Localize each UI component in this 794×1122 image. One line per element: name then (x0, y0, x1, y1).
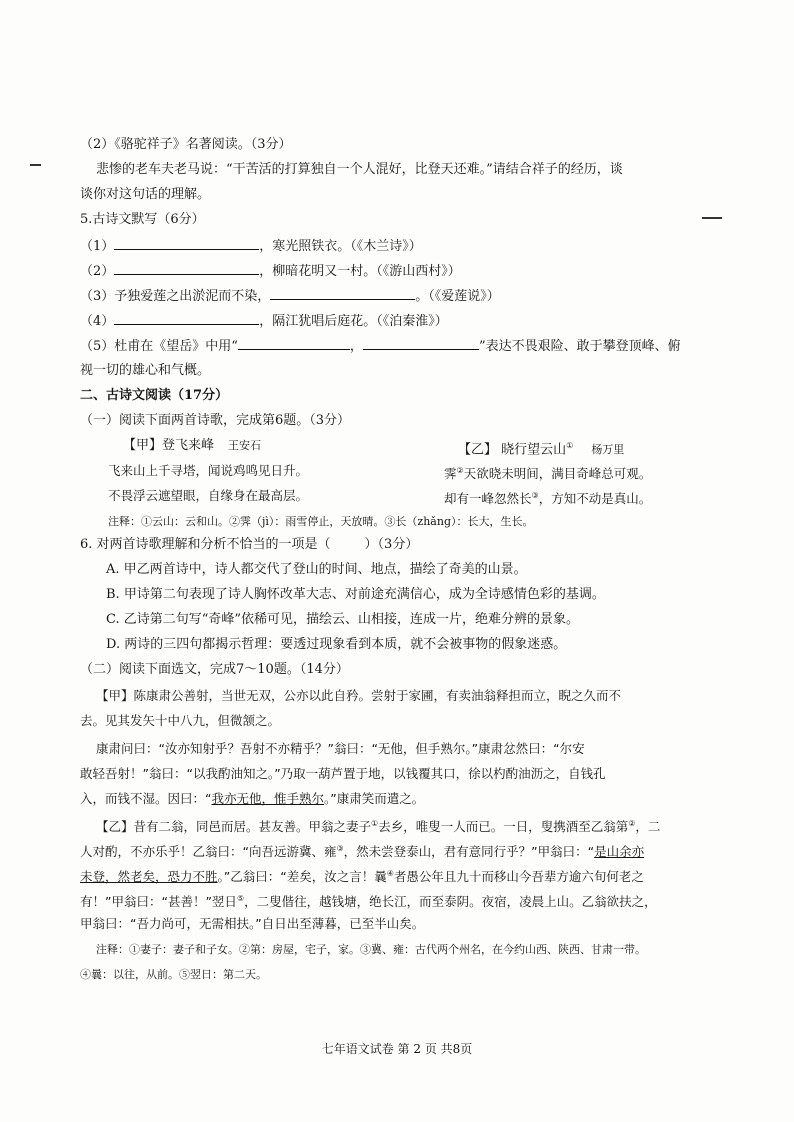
q6-option-b: B. 甲诗第二句表现了诗人胸怀改革大志、对前途充满信心，成为全诗感情色彩的基调。 (106, 587, 605, 602)
answer-blank[interactable] (270, 287, 415, 300)
poem-a-title: 【甲】登飞来峰 (123, 438, 215, 453)
poem-b-line2-rest: ，方知不动是真山。 (538, 491, 652, 507)
q5-item-4 (80, 312, 448, 331)
answer-blank[interactable] (363, 337, 479, 350)
poem-b-line2 (444, 487, 651, 508)
passage-yi-line1-c: ，二 (635, 819, 661, 835)
q5-item-1-text: ，寒光照铁衣。（《木兰诗》） (259, 239, 422, 254)
scan-mark (702, 217, 722, 219)
underlined-sentence: 我亦无他，惟手熟尔 (211, 791, 324, 806)
q6-stem-a: 6. 对两首诗歌理解和分析不恰当的一项是（ (80, 537, 331, 552)
answer-blank[interactable] (114, 312, 259, 325)
passage-yi-line2 (80, 840, 644, 861)
poem-a-title-line (123, 437, 261, 455)
poem-notes: 注释：①云山：云和山。②霁（jì）：雨雪停止，天放晴。③长（zhǎng）：长大，生长。 (108, 515, 534, 528)
q6-option-a: A. 甲乙两首诗中，诗人都交代了登山的时间、地点，描绘了奇美的山景。 (106, 562, 527, 577)
q5-item-5 (80, 337, 681, 356)
poem-b-title: 【乙】 晓行望云山 (458, 442, 567, 458)
poem-a-author: 王安石 (228, 439, 262, 452)
passage-yi-line3-b: 者愚公年且九十而移山今吾辈方逾六旬何老之 (393, 869, 644, 885)
poem-b-title-line (458, 437, 624, 459)
passage-jia-line5 (80, 790, 424, 808)
passage-yi-line3-a: 。”乙翁曰：“差矣，汝之言！曩 (217, 869, 387, 885)
q6-stem (80, 536, 418, 554)
answer-blank[interactable] (114, 262, 259, 275)
q4-2-heading: （2）《骆驼祥子》名著阅读。（3分） (80, 137, 292, 152)
note-marker: ① (566, 441, 574, 450)
passage-yi-line1-b: 去乡，唯叟一人而已。一日，叟携酒至乙翁第 (378, 819, 629, 835)
passage-yi-line1-a: 【乙】昔有二翁，同邑而居。甚友善。甲翁之妻子 (96, 819, 372, 835)
passage-notes-line1: 注释：①妻子：妻子和子女。②第：房屋，宅子，家。③冀、雍：古代两个州名，在今约山西、陕西、甘肃一带。 (96, 943, 646, 956)
poem-b-line1-char: 霁 (444, 466, 457, 482)
passage-yi-line2-a: 人对酌，不亦乐乎！乙翁曰：“向吾远游冀、雍 (80, 844, 337, 860)
part2-heading: （二）阅读下面选文，完成7～10题。（14分） (80, 662, 349, 677)
q5-item-5-c: ”表达不畏艰险、敢于攀登顶峰、俯 (478, 339, 681, 354)
q5-item-3-text-b: 。（《爱莲说》） (415, 289, 500, 304)
q4-2-line1: 悲惨的老车夫老马说：“干苦活的打算独自一个人混好，比登天还难。”请结合祥子的经历，谈 (96, 162, 623, 177)
passage-jia-line5-end: 。”康肃笑而遣之。 (324, 791, 425, 806)
q5-item-3-text-a: （3）予独爱莲之出淤泥而不染， (80, 289, 271, 304)
q6-option-c: C. 乙诗第二句写“奇峰”依稀可见，描绘云、山相接，连成一片，绝难分辨的景象。 (106, 612, 580, 627)
passage-yi-line1 (96, 815, 660, 836)
q5-item-5-a: （5）杜甫在《望岳》中用“ (80, 339, 238, 354)
passage-jia-line3: 康肃问曰：“汝亦知射乎？吾射不亦精乎？”翁曰：“无他，但手熟尔。”康肃忿然曰：“尔安 (96, 741, 585, 756)
poem-a-line2: 不畏浮云遮望眼，自缘身在最高层。 (108, 488, 309, 503)
passage-yi-line3 (80, 865, 644, 886)
page-footer: 七年语文试卷 第 2 页 共8页 (321, 1042, 473, 1056)
underlined-sentence: 未登，然老矣，恐力不胜 (80, 869, 218, 885)
passage-yi-line2-b: ，然未尝登泰山，君有意同行乎？”甲翁曰：“ (343, 844, 595, 860)
passage-yi-line4 (80, 890, 657, 911)
passage-jia-line2: 去。见其发矢十中八九，但微颔之。 (80, 713, 281, 728)
answer-blank[interactable] (114, 237, 259, 250)
passage-yi-line5: 甲翁曰：“吾力尚可，无需相扶。”自日出至薄暮，已至半山矣。 (80, 916, 425, 931)
poem-b-line1 (444, 462, 651, 483)
section2-heading: 二、古诗文阅读（17分） (80, 388, 229, 403)
note-marker: ⑤ (236, 894, 245, 903)
q5-item-2-num: （2） (80, 264, 115, 279)
answer-blank[interactable] (331, 536, 365, 548)
passage-jia-line4: 敢轻吾射！”翁曰：“以我酌油知之。”乃取一葫芦置于地，以钱覆其口，徐以杓酌油沥之，自钱孔 (80, 766, 606, 781)
q5-item-4-text: ，隔江犹唱后庭花。（《泊秦淮》） (259, 314, 448, 329)
poem-b-author: 杨万里 (591, 443, 625, 457)
passage-jia-line1: 【甲】陈康肃公善射，当世无双，公亦以此自矜。尝射于家圃，有卖油翁释担而立，睨之久而不 (96, 688, 622, 703)
poem-b-line1-rest: 天欲晓未明间，满目奇峰总可观。 (463, 466, 652, 482)
answer-blank[interactable] (238, 337, 350, 350)
note-marker: ① (371, 819, 379, 828)
q6-stem-b: ）（3分） (364, 537, 419, 552)
q5-item-2 (80, 262, 461, 281)
passage-yi-line4-a: 有！”甲翁曰：“甚善！”翌日 (80, 894, 237, 910)
poem-b-line2-a: 却有一峰忽然长 (444, 491, 532, 507)
note-marker: ③ (336, 844, 344, 853)
part1-heading: （一）阅读下面两首诗歌，完成第6题。（3分） (80, 413, 351, 428)
q5-item-4-num: （4） (80, 314, 115, 329)
q5-heading: 5.古诗文默写（6分） (80, 212, 205, 227)
note-marker: ② (456, 466, 464, 475)
note-marker: ④ (386, 869, 394, 878)
passage-jia-line5-a: 入，而钱不湿。因曰：“ (80, 791, 212, 806)
q5-item-1-num: （1） (80, 239, 115, 254)
note-marker: ② (628, 819, 636, 828)
q5-item-5-b: ， (349, 339, 363, 354)
q5-item-1 (80, 237, 422, 256)
underlined-sentence: 是山余亦 (594, 844, 645, 860)
q5-item-5-line2: 视一切的雄心和气概。 (80, 363, 211, 378)
q5-item-3 (80, 287, 500, 306)
note-marker: ③ (531, 491, 539, 500)
passage-yi-line4-b: ，二叟偕往，越钱塘，绝长江，而至泰阴。夜宿，凌晨上山。乙翁欲扶之， (244, 894, 657, 910)
q5-item-2-text: ，柳暗花明又一村。（《游山西村》） (259, 264, 461, 279)
q6-option-d: D. 两诗的三四句都揭示哲理：要透过现象看到本质，就不会被事物的假象迷惑。 (106, 637, 567, 652)
q4-2-line2: 谈你对这句话的理解。 (80, 187, 211, 202)
scan-mark (30, 164, 41, 166)
passage-notes-line2: ④曩：以往，从前。⑤翌日：第二天。 (80, 968, 267, 981)
poem-a-line1: 飞来山上千寻塔，闻说鸡鸣见日升。 (108, 463, 309, 478)
